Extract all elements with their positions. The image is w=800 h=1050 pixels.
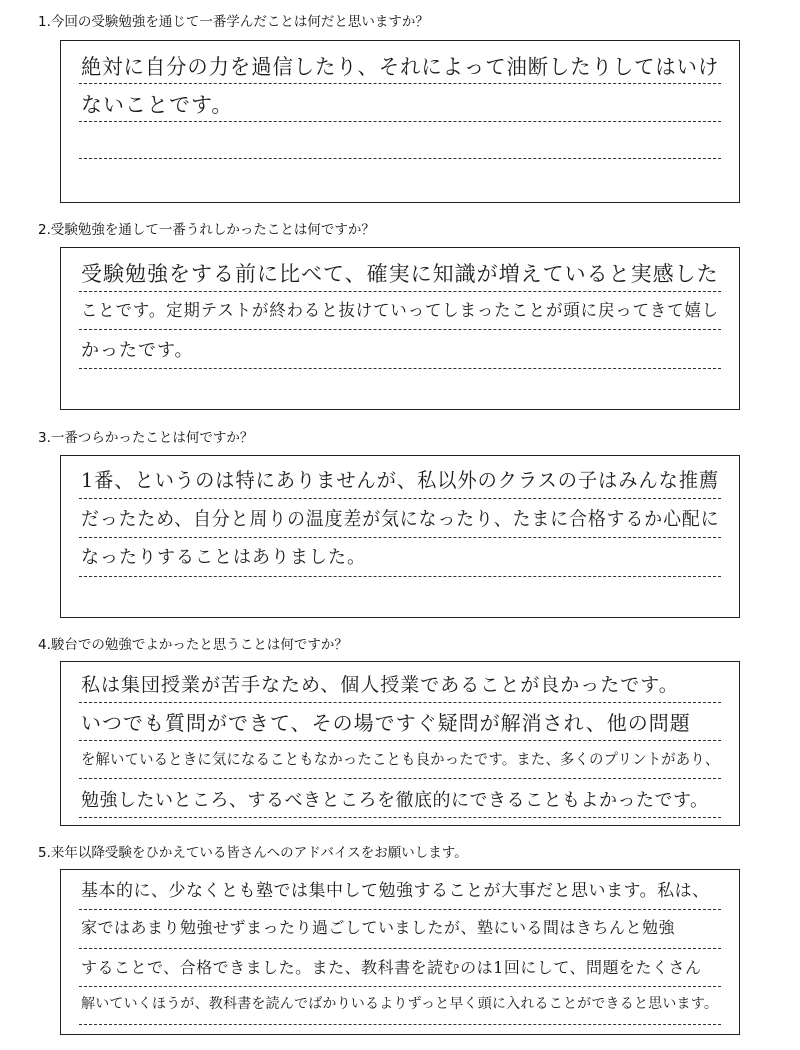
question-1: 1.今回の受験勉強を通じて一番学んだことは何だと思いますか？	[38, 14, 429, 30]
answer-4-line-3: を解いているときに気になることもなかったことも良かったです。また、多くのプリントがあり、	[81, 750, 720, 768]
answer-5-line-1: 基本的に、少なくとも塾では集中して勉強することが大事だと思います。私は、	[81, 881, 710, 901]
answer-3-line-3: なったりすることはありました。	[81, 547, 366, 568]
question-3: 3.一番つらかったことは何ですか？	[38, 430, 254, 446]
answer-box-2	[60, 247, 740, 410]
question-5: 5.来年以降受験をひかえている皆さんへのアドバイスをお願いします。	[38, 845, 468, 861]
answer-2-line-3: かったです。	[81, 340, 194, 361]
answer-1-line-1: 絶対に自分の力を過信したり、それによって油断したりしてはいけ	[81, 55, 720, 79]
answer-5-line-4: 解いていくほうが、教科書を読んでばかりいるよりずっと早く頭に入れることができると思います。	[81, 996, 719, 1012]
answer-rule	[79, 778, 721, 779]
answer-box-3	[60, 455, 740, 618]
answer-box-5	[60, 869, 740, 1035]
answer-rule	[79, 329, 721, 330]
answer-5-line-2: 家ではあまり勉強せずまったり過ごしていましたが、塾にいる間はきちんと勉強	[81, 918, 676, 937]
answer-rule	[79, 576, 721, 577]
answer-2-line-1: 受験勉強をする前に比べて、確実に知識が増えていると実感した	[81, 262, 719, 286]
answer-rule	[79, 158, 721, 159]
answer-rule	[79, 291, 721, 292]
answer-4-line-2: いつでも質問ができて、その場ですぐ疑問が解消され、他の問題	[81, 711, 691, 735]
answer-2-line-2: ことです。定期テストが終わると抜けていってしまったことが頭に戻ってきて嬉し	[81, 301, 720, 321]
answer-rule	[79, 909, 721, 910]
question-2: 2.受験勉強を通して一番うれしかったことは何ですか？	[38, 222, 375, 238]
answer-1-line-2: ないことです。	[81, 93, 234, 117]
question-4: 4.駿台での勉強でよかったと思うことは何ですか？	[38, 637, 348, 653]
answer-rule	[79, 702, 721, 703]
answer-3-line-1: 1番、というのは特にありませんが、私以外のクラスの子はみんな推薦	[81, 468, 720, 492]
answer-rule	[79, 986, 721, 987]
answer-box-4	[60, 661, 740, 826]
answer-4-line-4: 勉強したいところ、するべきところを徹底的にできることもよかったです。	[81, 790, 709, 811]
answer-3-line-2: だったため、自分と周りの温度差が気になったり、たまに合格するか心配に	[81, 508, 720, 530]
answer-rule	[79, 368, 721, 369]
answer-rule	[79, 537, 721, 538]
answer-rule	[79, 740, 721, 741]
answer-rule	[79, 948, 721, 949]
answer-rule	[79, 817, 721, 818]
answer-4-line-1: 私は集団授業が苦手なため、個人授業であることが良かったです。	[81, 674, 679, 696]
answer-box-1	[60, 40, 740, 203]
answer-rule	[79, 498, 721, 499]
answer-rule	[79, 121, 721, 122]
answer-5-line-3: することで、合格できました。また、教科書を読むのは1回にして、問題をたくさん	[81, 958, 702, 977]
answer-rule	[79, 1024, 721, 1025]
answer-rule	[79, 83, 721, 84]
